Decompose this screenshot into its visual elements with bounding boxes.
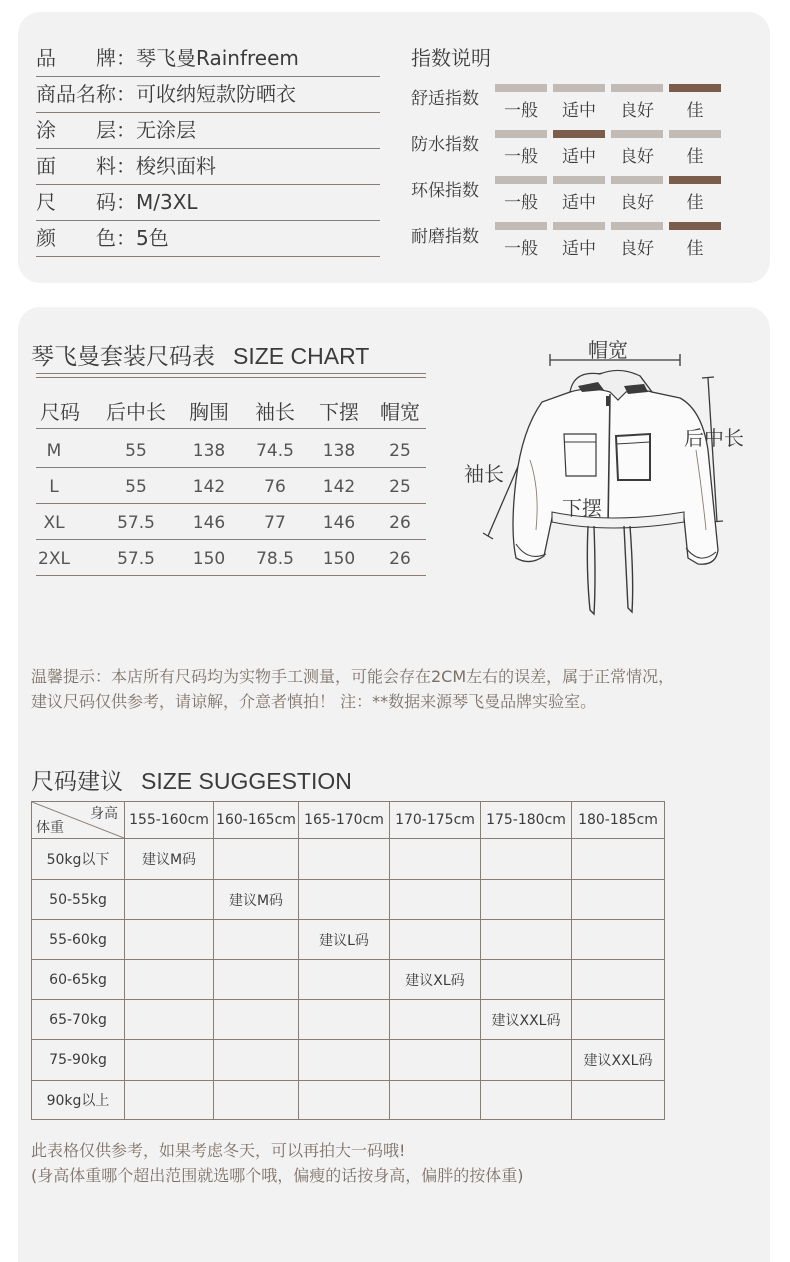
index-level-label: 一般 [504,239,538,259]
suggestion-cell: 建议XXL码 [481,1000,572,1040]
index-level-label: 一般 [504,147,538,167]
index-name: 舒适指数 [411,89,479,109]
size-chart-header: 后中长 [106,400,166,424]
suggestion-row [32,1040,665,1081]
size-chart-cell: 55 [125,441,147,461]
size-chart-rule-top [36,373,426,374]
index-level-label: 佳 [686,193,704,213]
product-info-label: 面 料： [36,154,136,178]
size-chart-cell: 25 [389,477,411,497]
index-level-bar [669,176,721,184]
product-info-value: M/3XL [136,190,198,214]
size-chart-header: 袖长 [255,400,295,424]
suggestion-cell [125,960,214,1000]
suggestion-height-header: 155-160cm [125,802,214,839]
size-chart-rule [36,539,426,540]
size-chart-cell: 25 [389,441,411,461]
suggestion-header-row [32,802,665,839]
size-chart-cell: 57.5 [117,549,155,569]
size-chart-cell: 74.5 [256,441,294,461]
product-info-label: 品 牌： [36,46,136,70]
suggestion-cell [214,1040,299,1081]
suggestion-row [32,920,665,960]
footer-note-line-1: 此表格仅供参考，如果考虑冬天，可以再拍大一码哦! [31,1141,406,1160]
index-level-bar [553,176,605,184]
size-chart-cell: L [49,477,59,497]
size-chart-cell: 26 [389,513,411,533]
suggestion-cell [125,1040,214,1081]
suggestion-cell [481,880,572,920]
product-info-row [36,185,380,221]
jacket-illustration [464,330,760,630]
suggestion-cell: 建议M码 [214,880,299,920]
index-item [411,222,731,266]
suggestion-weight-cell: 90kg以上 [32,1081,125,1120]
suggestion-cell [481,839,572,880]
suggestion-cell: 建议L码 [299,920,390,960]
suggestion-weight-cell: 50kg以下 [32,839,125,880]
size-chart-rule-top2 [36,377,426,378]
index-level-bar [611,130,663,138]
index-level-label: 适中 [562,147,596,167]
index-name: 防水指数 [411,135,479,155]
suggestion-cell [390,1081,481,1120]
index-level-bar [495,130,547,138]
suggestion-cell [125,920,214,960]
suggestion-cell [572,1000,665,1040]
index-level-label: 一般 [504,101,538,121]
sleeve-length-label: 袖长 [464,462,504,486]
size-chart-title-en: SIZE CHART [233,343,370,369]
size-chart-cell: 2XL [38,549,70,569]
suggestion-cell [214,839,299,880]
index-level-bar [669,222,721,230]
suggestion-cell [481,920,572,960]
suggestion-cell [481,1040,572,1081]
suggestion-cell [390,880,481,920]
size-chart-cell: 55 [125,477,147,497]
size-chart-rule [36,575,426,576]
suggestion-weight-cell: 75-90kg [32,1040,125,1081]
suggestion-cell [390,839,481,880]
suggestion-cell [125,1000,214,1040]
index-level-bar [495,176,547,184]
size-chart-cell: 138 [192,441,226,461]
suggestion-cell [214,1000,299,1040]
index-level-bar [553,130,605,138]
suggestion-cell [125,880,214,920]
index-name: 环保指数 [411,181,479,201]
index-level-bar [611,176,663,184]
suggestion-cell [481,960,572,1000]
size-chart-cell: 26 [389,549,411,569]
product-info-row [36,77,380,113]
size-chart-cell: 142 [322,477,356,497]
back-length-label: 后中长 [684,426,744,450]
suggestion-cell [572,880,665,920]
product-info-label: 尺 码： [36,190,136,214]
size-suggestion-table [31,801,665,1120]
index-level-bar [553,222,605,230]
suggestion-cell [299,839,390,880]
suggestion-weight-cell: 55-60kg [32,920,125,960]
suggestion-height-header: 160-165cm [214,802,299,839]
index-level-label: 佳 [686,239,704,259]
size-chart-cell: 146 [192,513,226,533]
suggestion-row [32,880,665,920]
index-level-bar [669,84,721,92]
suggestion-cell [299,880,390,920]
size-chart-cell: 57.5 [117,513,155,533]
size-suggestion-title-cn: 尺码建议 [31,769,123,795]
suggestion-cell [299,1000,390,1040]
product-info-row [36,113,380,149]
suggestion-cell [299,1081,390,1120]
hood-width-label: 帽宽 [588,338,628,362]
size-chart-cell: M [46,441,62,461]
size-suggestion-title [31,763,352,796]
index-level-label: 良好 [620,239,654,259]
product-info-value: 可收纳短款防晒衣 [136,82,296,106]
suggestion-cell [299,1040,390,1081]
suggestion-row [32,1000,665,1040]
suggestion-cell: 建议XXL码 [572,1040,665,1081]
index-name: 耐磨指数 [411,227,479,247]
suggestion-cell [390,1000,481,1040]
suggestion-cell: 建议XL码 [390,960,481,1000]
suggestion-height-header: 175-180cm [481,802,572,839]
index-item [411,176,731,220]
tip-line-2: 建议尺码仅供参考，请谅解，介意者慎拍！ 注：**数据来源琴飞曼品牌实验室。 [31,692,597,711]
product-info-value: 梭织面料 [136,154,216,178]
product-info-label: 颜 色： [36,226,136,250]
index-level-label: 适中 [562,193,596,213]
index-level-bar [611,222,663,230]
footer-note-line-2: (身高体重哪个超出范围就选哪个哦，偏瘦的话按身高，偏胖的按体重) [31,1166,524,1185]
suggestion-cell [390,1040,481,1081]
size-chart-cell: 142 [192,477,226,497]
suggestion-cell [214,960,299,1000]
suggestion-cell [572,960,665,1000]
suggestion-height-header: 165-170cm [299,802,390,839]
size-chart-cell: 150 [192,549,226,569]
suggestion-weight-cell: 60-65kg [32,960,125,1000]
corner-height-label: 身高 [90,806,118,822]
suggestion-cell [390,920,481,960]
size-chart-rule [36,428,426,429]
size-chart-rule [36,467,426,468]
index-level-label: 佳 [686,147,704,167]
size-chart-cell: 138 [322,441,356,461]
index-level-bar [495,84,547,92]
product-info-value: 无涂层 [136,118,196,142]
suggestion-cell: 建议M码 [125,839,214,880]
size-chart-cell: 78.5 [256,549,294,569]
size-chart-cell: 150 [322,549,356,569]
suggestion-height-header: 180-185cm [572,802,665,839]
suggestion-cell [572,1081,665,1120]
index-level-bar [553,84,605,92]
suggestion-height-header: 170-175cm [390,802,481,839]
index-level-bar [669,130,721,138]
suggestion-cell [214,920,299,960]
index-item [411,84,731,128]
size-chart-rule [36,503,426,504]
size-chart-header: 下摆 [319,400,359,424]
index-item [411,130,731,174]
size-chart-header: 帽宽 [380,400,420,424]
product-info-value: 琴飞曼Rainfreem [136,46,299,70]
product-info-row [36,41,380,77]
size-chart-cell: 77 [264,513,286,533]
suggestion-cell [125,1081,214,1120]
size-chart-cell: 146 [322,513,356,533]
suggestion-cell [481,1081,572,1120]
index-level-label: 良好 [620,193,654,213]
index-level-bar [611,84,663,92]
index-title: 指数说明 [411,46,491,70]
product-info-value: 5色 [136,226,169,250]
hem-label: 下摆 [562,496,602,520]
size-chart-title [31,338,369,371]
index-level-label: 适中 [562,239,596,259]
size-chart-cell: 76 [264,477,286,497]
tip-line-1: 温馨提示：本店所有尺码均为实物手工测量，可能会存在2CM左右的误差，属于正常情况， [31,667,675,686]
suggestion-cell [214,1081,299,1120]
index-level-label: 一般 [504,193,538,213]
suggestion-row [32,960,665,1000]
product-info-row [36,221,380,257]
index-level-bar [495,222,547,230]
suggestion-corner-cell [32,802,125,839]
jacket-drawing [470,330,760,630]
index-level-label: 佳 [686,101,704,121]
index-level-label: 良好 [620,147,654,167]
size-chart-header: 尺码 [40,400,80,424]
suggestion-cell [299,960,390,1000]
suggestion-row [32,839,665,880]
suggestion-row [32,1081,665,1120]
suggestion-cell [572,839,665,880]
size-chart-cell: XL [43,513,65,533]
suggestion-weight-cell: 50-55kg [32,880,125,920]
size-chart-title-cn: 琴飞曼套装尺码表 [31,344,215,370]
suggestion-weight-cell: 65-70kg [32,1000,125,1040]
size-suggestion-title-en: SIZE SUGGESTION [141,768,352,794]
size-chart-header: 胸围 [189,400,229,424]
product-info-label: 涂 层： [36,118,136,142]
suggestion-cell [572,920,665,960]
index-level-label: 适中 [562,101,596,121]
corner-weight-label: 体重 [36,820,64,836]
product-info-label: 商品名称： [36,82,136,106]
product-info-row [36,149,380,185]
index-level-label: 良好 [620,101,654,121]
